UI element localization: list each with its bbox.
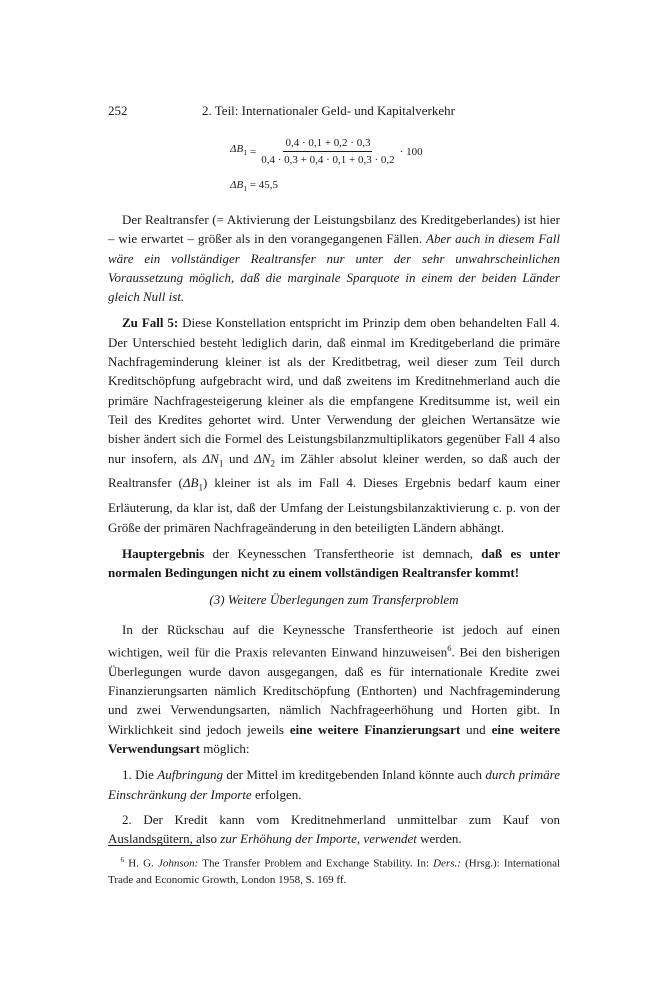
paragraph-fall-5: Zu Fall 5: Diese Konstellation entspricht im Prinzip dem oben behandelten Fall 4. Der Unterschied besteht lediglich darin, daß einmal im Kreditgeberland die primäre Nachfrageminderung kleiner ist als der Kreditbetrag, weil dieser zum Teil durch Kreditschöpfung aufgebracht wird, und daß zweitens im Kreditnehmerland auch die primäre Nachfragesteigerung kleiner als die empfangene Kreditsumme ist, weil ein Teil des Kredites gehortet wird. Unter Verwendung der gleichen Wertansätze wie bisher ändert sich die Formel des Leistungsbilanzmultiplikators gegenüber Fall 4 also nur insofern, als $\Delta N_1$ und $\Delta N_2$ im Zähler absolut kleiner werden, so daß auch der Realtransfer $(\Delta B_1)$ kleiner ist als im Fall 4. Dieses Ergebnis bedarf kaum einer Erläuterung, da klar ist, daß der Umfang der Leistungsbilanzaktivierung c. p. von der Größe der primären Nachfrageänderung in den beteiligten Ländern abhängt. (108, 315, 561, 535)
numbered-list (108, 765, 560, 848)
formula-fraction (259, 136, 396, 167)
footnote-divider (108, 845, 200, 846)
list-item: 1. Die Aufbringung der Mittel im kreditgebenden Inland könnte auch durch primäre Einschränkung der Importe erfolgen. (108, 767, 560, 802)
paragraph-realtransfer: Der Realtransfer (= Aktivierung der Leistungsbilanz des Kreditgeberlandes) ist hier – wie erwartet – größer als in den vorangegangenen Fällen. Aber auch in diesem Fall wäre ein vollständiger Realtransfer nur unter der sehr unwahrscheinlichen Voraussetzung möglich, daß die marginale Sparquote in einem der beiden Länder gleich Null ist. (108, 212, 561, 305)
footnote-number: 6 (120, 856, 125, 864)
formula-delta-b1 (230, 136, 423, 167)
formula-numerator: 0,4 · 0,1 + 0,2 · 0,3 (283, 136, 372, 152)
list-item: 2. Der Kredit kann vom Kreditnehmerland unmittelbar zum Kauf von Auslandsgütern, also zur Erhöhung der Importe, verwendet werden. (108, 811, 560, 847)
formula-result: $\Delta B_1 = 45,5$ (230, 179, 278, 194)
paragraph-label: Zu Fall 5: (122, 315, 179, 331)
formula-lhs: $\Delta B_1$ (230, 143, 248, 158)
subsection-heading: (3) Weitere Überlegungen zum Transferproblem (209, 591, 459, 607)
formula-equals: = (250, 145, 257, 158)
page-number: 252 (108, 103, 128, 118)
formula-factor: · 100 (399, 145, 423, 158)
footnote-ref[interactable]: 6 (447, 643, 452, 654)
running-head: 2. Teil: Internationaler Geld- und Kapitalverkehr (202, 103, 455, 118)
paragraph-hauptergebnis: Hauptergebnis der Keynesschen Transfertheorie ist demnach, daß es unter normalen Bedingungen nicht zu einem vollständigen Realtransfer kommt! (108, 545, 560, 581)
main-text (108, 210, 560, 854)
paragraph-rueckschau: In der Rückschau auf die Keynessche Transfertheorie ist jedoch auf einen wichtigen, weil für die Praxis relevanten Einwand hinzuweisen$^6$. Bei den bisherigen Überlegungen wurde davon ausgegangen, daß es für internationale Kredite zwei Finanzierungsarten nämlich Kreditschöpfung (Enthorten) und Nachfrageminderung und zwei Verwendungsarten, nämlich Nachfrageerhöhung und Horten gibt. In Wirklichkeit sind jedoch jeweils eine weitere Finanzierungsart und eine weitere Verwendungsart möglich: (108, 621, 561, 756)
footnote: $^6$ H. G. Johnson: The Transfer Problem and Exchange Stability. In: Ders.: (Hrsg.): International Trade and Economic Growth, London 1958, S. 169 ff. (108, 856, 561, 886)
page-header (108, 103, 560, 121)
formula-denominator: 0,4 · 0,3 + 0,4 · 0,1 + 0,3 · 0,2 (261, 154, 395, 166)
